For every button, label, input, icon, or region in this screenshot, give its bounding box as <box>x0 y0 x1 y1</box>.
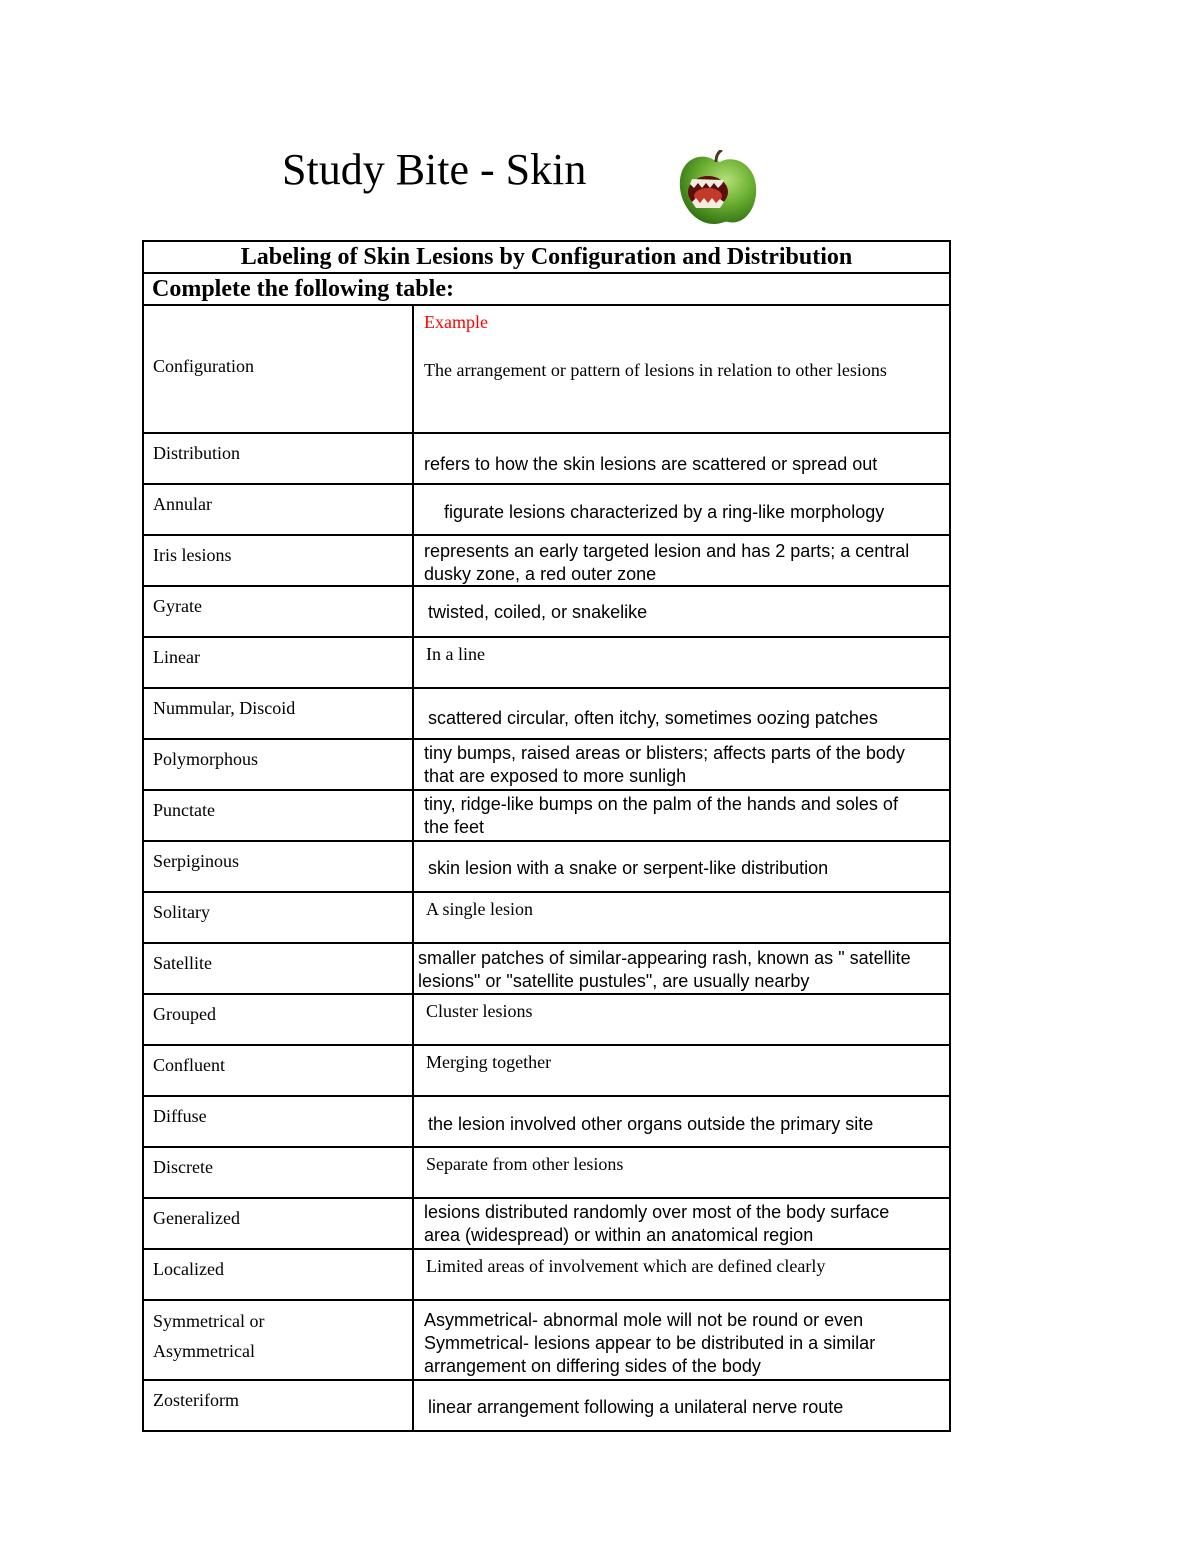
row-term: Nummular, Discoid <box>143 688 413 739</box>
row-definition: In a line <box>426 644 485 664</box>
row-definition: represents an early targeted lesion and has 2 parts; a central dusky zone, a red outer zone <box>424 541 910 584</box>
row-term: Solitary <box>143 892 413 943</box>
row-definition-cell <box>413 637 950 688</box>
row-term: Confluent <box>143 1045 413 1096</box>
row-definition: tiny bumps, raised areas or blisters; affects parts of the body that are exposed to more sunligh <box>424 743 905 786</box>
row-term: Punctate <box>143 790 413 841</box>
table-row <box>143 892 950 943</box>
table-row <box>143 688 950 739</box>
row-definition: lesions distributed randomly over most of the body surface area (widespread) or within an anatomical region <box>424 1202 890 1245</box>
row-definition: Asymmetrical- abnormal mole will not be round or even Symmetrical- lesions appear to be distributed in a similar arrangement on differing sides of the body <box>424 1310 876 1376</box>
screaming-green-apple-icon <box>672 150 762 230</box>
row-definition-cell <box>413 790 950 841</box>
row-definition-cell <box>413 1249 950 1300</box>
row-definition: skin lesion with a snake or serpent-like distribution <box>428 858 829 878</box>
row-term: Gyrate <box>143 586 413 637</box>
row-term: Linear <box>143 637 413 688</box>
row-definition: Separate from other lesions <box>426 1154 624 1174</box>
row-definition: tiny, ridge-like bumps on the palm of the hands and soles of the feet <box>424 794 898 837</box>
row-term: Annular <box>143 484 413 535</box>
table-row <box>143 994 950 1045</box>
table-row <box>143 1380 950 1431</box>
row-definition-cell <box>413 484 950 535</box>
row-definition: scattered circular, often itchy, sometimes oozing patches <box>428 708 878 728</box>
row-definition: linear arrangement following a unilateral nerve route <box>428 1397 844 1417</box>
row-definition: the lesion involved other organs outside the primary site <box>428 1114 874 1134</box>
table-row <box>143 739 950 790</box>
row-definition: The arrangement or pattern of lesions in relation to other lesions <box>424 360 887 380</box>
row-definition-cell <box>413 943 950 994</box>
table-heading: Labeling of Skin Lesions by Configuration and Distribution <box>143 241 950 273</box>
table-row <box>143 433 950 484</box>
table-row <box>143 1147 950 1198</box>
row-definition-cell <box>413 586 950 637</box>
row-term: Polymorphous <box>143 739 413 790</box>
row-definition: Merging together <box>426 1052 552 1072</box>
row-term: Diffuse <box>143 1096 413 1147</box>
row-term: Localized <box>143 1249 413 1300</box>
row-definition-cell <box>413 841 950 892</box>
table-row <box>143 943 950 994</box>
table-row <box>143 637 950 688</box>
row-definition-cell <box>413 1147 950 1198</box>
row-definition-cell <box>413 892 950 943</box>
table-row <box>143 305 950 433</box>
row-definition-cell <box>413 1045 950 1096</box>
row-term: Distribution <box>143 433 413 484</box>
table-instruction: Complete the following table: <box>143 273 950 305</box>
row-definition-cell <box>413 305 950 433</box>
row-definition-cell <box>413 994 950 1045</box>
row-definition-cell <box>413 1096 950 1147</box>
row-definition: Limited areas of involvement which are defined clearly <box>426 1256 826 1276</box>
page-title: Study Bite - Skin <box>282 145 587 194</box>
row-term: Zosteriform <box>143 1380 413 1431</box>
table-row <box>143 1300 950 1380</box>
row-definition: refers to how the skin lesions are scattered or spread out <box>424 454 878 474</box>
row-definition: Cluster lesions <box>426 1001 533 1021</box>
row-term: Generalized <box>143 1198 413 1249</box>
row-definition-cell <box>413 739 950 790</box>
table-row <box>143 1198 950 1249</box>
row-definition: smaller patches of similar-appearing rash, known as " satellite lesions" or "satellite pustules", are usually nearby <box>418 948 911 991</box>
table-row <box>143 1096 950 1147</box>
row-term: Serpiginous <box>143 841 413 892</box>
table-row <box>143 586 950 637</box>
row-definition-cell <box>413 1380 950 1431</box>
row-definition: twisted, coiled, or snakelike <box>428 602 648 622</box>
table-row <box>143 790 950 841</box>
row-definition-cell <box>413 433 950 484</box>
row-term: Satellite <box>143 943 413 994</box>
row-term: Configuration <box>143 305 413 433</box>
table-row <box>143 484 950 535</box>
skin-lesions-table <box>142 240 951 1432</box>
table-row <box>143 535 950 586</box>
row-definition: figurate lesions characterized by a ring-like morphology <box>444 502 885 522</box>
row-definition-cell <box>413 1198 950 1249</box>
row-definition: A single lesion <box>426 899 533 919</box>
row-term: Discrete <box>143 1147 413 1198</box>
table-row <box>143 841 950 892</box>
row-term: Symmetrical or Asymmetrical <box>143 1300 413 1380</box>
row-term: Iris lesions <box>143 535 413 586</box>
table-row <box>143 1045 950 1096</box>
example-label: Example <box>424 312 488 332</box>
row-term: Grouped <box>143 994 413 1045</box>
row-definition-cell <box>413 688 950 739</box>
row-definition-cell <box>413 1300 950 1380</box>
table-row <box>143 1249 950 1300</box>
row-definition-cell <box>413 535 950 586</box>
